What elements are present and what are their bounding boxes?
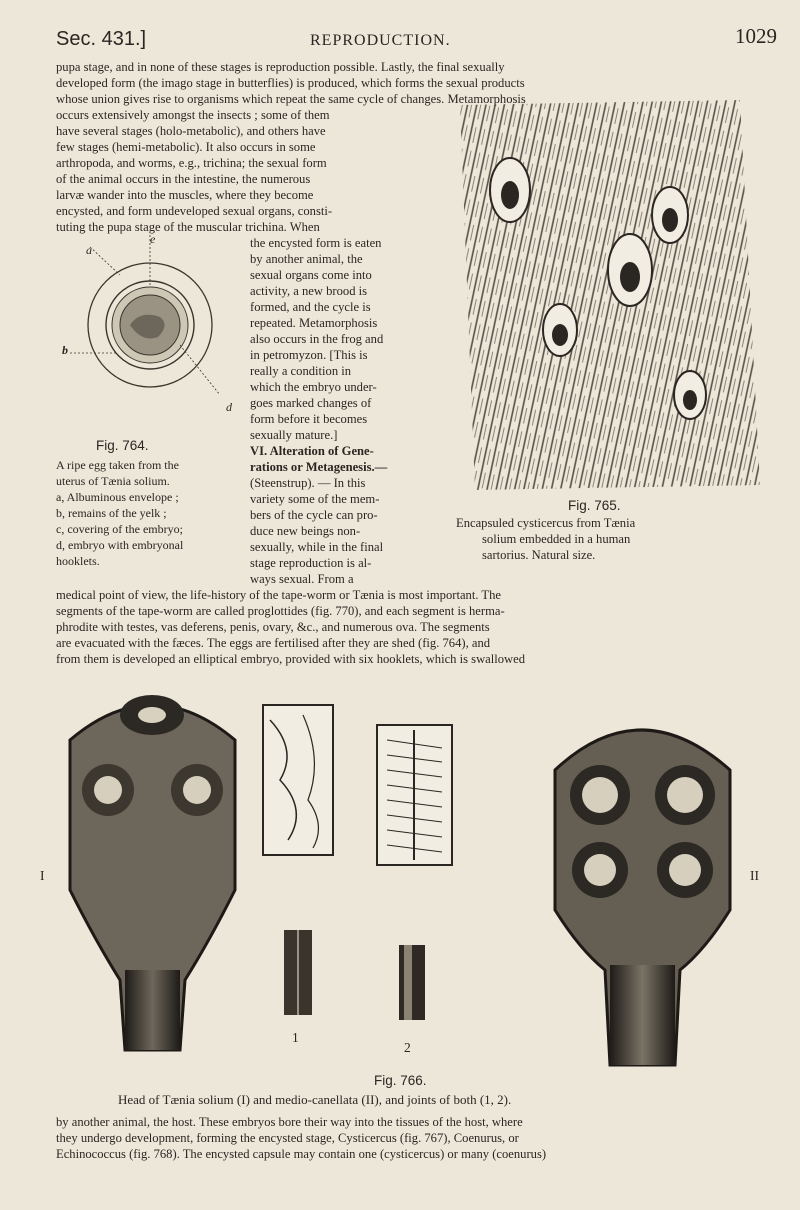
figure-764-caption: d, embryo with embryonal [56, 538, 184, 552]
figure-764-label: Fig. 764. [96, 438, 149, 453]
figure-765-caption: solium embedded in a human [482, 532, 631, 546]
taenia-solium-head [60, 680, 245, 1050]
body-line: the encysted form is eaten [250, 236, 382, 250]
body-line: by another animal, the [250, 252, 363, 266]
body-line: whose union gives rise to organisms which repeat the same cycle of changes. Metamorphosis [56, 92, 526, 106]
body-line: occurs extensively amongst the insects ; some of them [56, 108, 330, 122]
body-line: really a condition in [250, 364, 352, 378]
body-line: duce new beings non- [250, 524, 361, 538]
body-line: larvæ wander into the muscles, where they become [56, 188, 314, 202]
section-number: Sec. 431.] [56, 28, 147, 50]
section-heading: rations or Metagenesis.— [250, 460, 388, 474]
body-line: ways sexual. From a [250, 572, 354, 586]
body-line: sexually mature.] [250, 428, 338, 442]
figure-764-caption: hooklets. [56, 554, 100, 568]
body-line: bers of the cycle can pro- [250, 508, 378, 522]
body-line: goes marked changes of [250, 396, 372, 410]
figure-766-label: Fig. 766. [374, 1073, 427, 1088]
figure-764-caption: a, Albuminous envelope ; [56, 490, 179, 504]
body-line: encysted, and form undeveloped sexual organs, consti- [56, 204, 333, 218]
figure-765-caption: sartorius. Natural size. [482, 548, 596, 562]
body-line: in petromyzon. [This is [250, 348, 368, 362]
roman-numeral-II: II [750, 868, 759, 883]
body-line: tuting the pupa stage of the muscular trichina. When [56, 220, 320, 234]
body-line: by another animal, the host. These embryos bore their way into the tissues of the host, where [56, 1115, 523, 1129]
figure-764-caption: b, remains of the yelk ; [56, 506, 167, 520]
label-d: d [226, 400, 232, 414]
label-a: a [86, 243, 92, 257]
body-line: medical point of view, the life-history of the tape-worm or Tænia is most important. The [56, 588, 501, 602]
body-line: phrodite with testes, vas deferens, penis, ovary, &c., and numerous ova. The segments [56, 620, 490, 634]
body-line: variety some of the mem- [250, 492, 380, 506]
body-line: form before it becomes [250, 412, 368, 426]
body-line: sexually, while in the final [250, 540, 384, 554]
body-line: sexual organs come into [250, 268, 372, 282]
body-line: developed form (the imago stage in butterflies) is produced, which forms the sexual products [56, 76, 525, 90]
joint-figure-1 [258, 700, 338, 1020]
body-line: activity, a new brood is [250, 284, 368, 298]
body-line: Echinococcus (fig. 768). The encysted capsule may contain one (cysticercus) or many (coenurus) [56, 1147, 547, 1161]
figure-765-label: Fig. 765. [568, 498, 621, 513]
body-line: are evacuated with the fæces. The eggs are fertilised after they are shed (fig. 764), and [56, 636, 491, 650]
page-number: 1029 [735, 24, 777, 48]
body-line: (Steenstrup). — In this [250, 476, 366, 490]
figure-766-caption: Head of Tænia solium (I) and medio-canellata (II), and joints of both (1, 2). [118, 1092, 512, 1107]
body-line: have several stages (holo-metabolic), and others have [56, 124, 326, 138]
body-line: pupa stage, and in none of these stages is reproduction possible. Lastly, the final sexually [56, 60, 505, 74]
figure-764-caption: c, covering of the embryo; [56, 522, 183, 536]
number-2: 2 [404, 1040, 411, 1055]
body-line: repeated. Metamorphosis [250, 316, 378, 330]
body-line: of the animal occurs in the intestine, the numerous [56, 172, 311, 186]
joint-figure-2 [372, 720, 457, 1020]
figure-764-caption: A ripe egg taken from the [56, 458, 179, 472]
running-title: REPRODUCTION. [310, 32, 451, 49]
label-e: e [150, 232, 156, 246]
body-line: few stages (hemi-metabolic). It also occurs in some [56, 140, 316, 154]
body-line: formed, and the cycle is [250, 300, 371, 314]
egg-figure-764 [60, 225, 240, 475]
body-line: also occurs in the frog and [250, 332, 384, 346]
body-line: stage reproduction is al- [250, 556, 372, 570]
body-line: from them is developed an elliptical embryo, provided with six hooklets, which is swallowed [56, 652, 526, 666]
body-line: they undergo development, forming the encysted stage, Cysticercus (fig. 767), Coenurus, or [56, 1131, 519, 1145]
label-b: b [62, 343, 68, 357]
body-line: which the embryo under- [250, 380, 377, 394]
body-line: segments of the tape-worm are called proglottides (fig. 770), and each segment is herma- [56, 604, 505, 618]
taenia-mediocanellata-head [540, 700, 745, 1065]
section-heading: VI. Alteration of Gene- [250, 444, 374, 458]
muscle-figure-765 [440, 95, 770, 495]
roman-numeral-I: I [40, 868, 45, 883]
body-line: arthropoda, and worms, e.g., trichina; the sexual form [56, 156, 327, 170]
number-1: 1 [292, 1030, 299, 1045]
figure-764-caption: uterus of Tænia solium. [56, 474, 170, 488]
figure-765-caption: Encapsuled cysticercus from Tænia [456, 516, 636, 530]
